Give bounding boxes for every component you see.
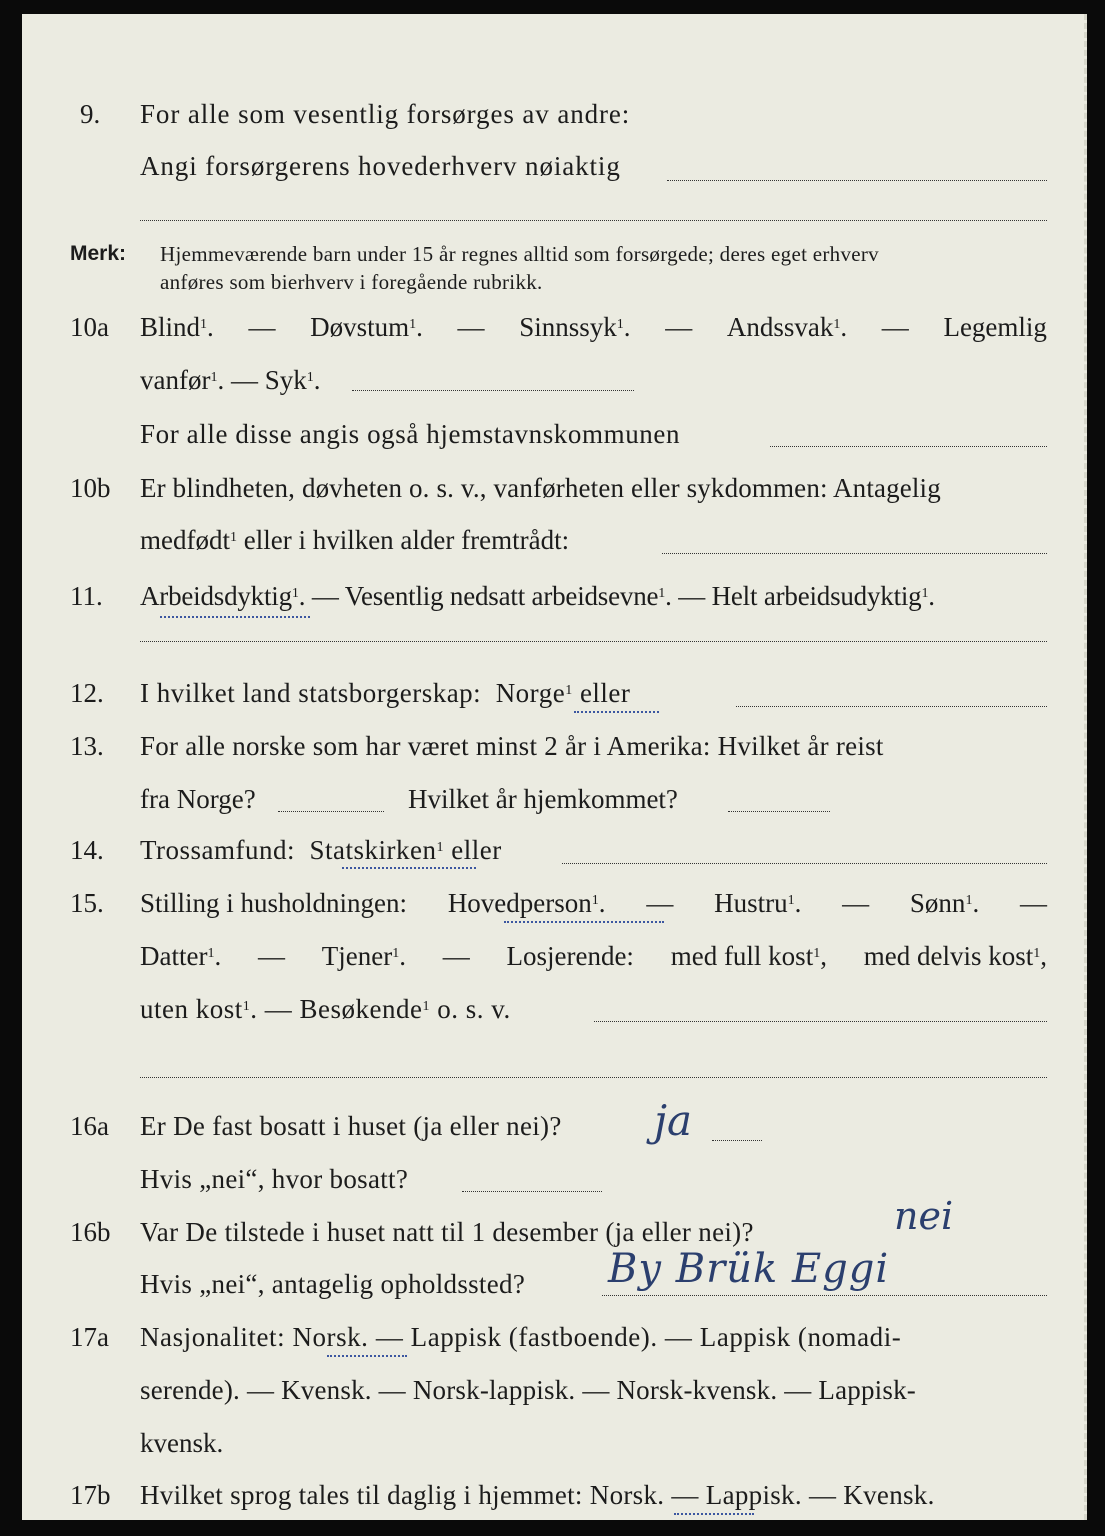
- q12-selection-underline: [574, 711, 659, 713]
- q13-number: 13.: [70, 731, 104, 761]
- q11-answer-line[interactable]: [140, 641, 1047, 642]
- q16b-location-line[interactable]: [602, 1295, 1047, 1296]
- q10a-opt-syk[interactable]: Syk$^1$.: [264, 365, 321, 395]
- q17a-number: 17a: [70, 1322, 109, 1352]
- q11-line1: Arbeidsdyktig$^1$. — Vesentlig nedsatt arbeidsevne$^1$. — Helt arbeidsudyktig$^1$.: [140, 581, 935, 611]
- census-form-page: [22, 14, 1087, 1520]
- q15-line2: Datter$^1$. — Tjener$^1$. — Losjerende: med full kost$^1$, med delvis kost$^1$,: [140, 941, 1047, 971]
- q16a-number: 16a: [70, 1111, 109, 1141]
- q13-line1: For alle norske som har været minst 2 år i Amerika: Hvilket år reist: [140, 731, 884, 761]
- q10a-line2: vanfør$^1$. — Syk$^1$.: [140, 365, 321, 395]
- q16a-answer-line[interactable]: [712, 1140, 762, 1141]
- q16b-handwritten-answer[interactable]: nei: [894, 1194, 954, 1238]
- q17b-selection-underline: [674, 1513, 754, 1515]
- q15-selection-underline: [504, 921, 664, 923]
- q16b-handwritten-location[interactable]: By Brük Eggi: [608, 1246, 890, 1292]
- q17a-selection-underline: [327, 1355, 407, 1357]
- q10a-opt-vanfor[interactable]: vanfør$^1$.: [140, 365, 225, 395]
- q10a-line1: Blind$^1$. — Døvstum$^1$. — Sinnssyk$^1$. — Andssvak$^1$. — Legemlig: [140, 312, 1047, 342]
- q15-opt-hustru[interactable]: Hustru$^1$.: [714, 888, 802, 918]
- q15-number: 15.: [70, 888, 104, 918]
- q17a-opt-norsk[interactable]: Norsk.: [292, 1322, 369, 1352]
- q11-opt-arbeidsdyktig[interactable]: Arbeidsdyktig$^1$.: [140, 581, 306, 611]
- q10b-number: 10b: [70, 473, 111, 503]
- q17a-line1: Nasjonalitet: Norsk. — Lappisk (fastboende). — Lappisk (nomadi-: [140, 1322, 902, 1352]
- q10a-kommune-line[interactable]: [770, 446, 1047, 447]
- q9-answer-line-2[interactable]: [140, 220, 1047, 221]
- q16a-residence-line[interactable]: [462, 1191, 602, 1192]
- q15-opt-full-kost[interactable]: med full kost$^1$,: [670, 941, 827, 971]
- q12-number: 12.: [70, 678, 104, 708]
- q12-opt-norge[interactable]: Norge$^1$: [495, 678, 573, 708]
- q17b-number: 17b: [70, 1480, 111, 1510]
- merk-line2: anføres som bierhverv i foregående rubrikk.: [160, 270, 543, 294]
- merk-line1: Hjemmeværende barn under 15 år regnes alltid som forsørgede; deres eget erhverv: [160, 242, 879, 266]
- q14-answer-line[interactable]: [562, 863, 1047, 864]
- q11-selection-underline: [160, 616, 310, 618]
- q17b-line1: Hvilket sprog tales til daglig i hjemmet: Norsk. — Lappisk. — Kvensk.: [140, 1480, 935, 1510]
- q13-line2a: fra Norge?: [140, 784, 256, 814]
- q11-opt-nedsatt[interactable]: Vesentlig nedsatt arbeidsevne$^1$.: [344, 581, 672, 611]
- q17b-opt-norsk[interactable]: Norsk.: [589, 1480, 665, 1510]
- q10a-opt-dovstum[interactable]: Døvstum$^1$.: [310, 312, 423, 342]
- q15-answer-line[interactable]: [594, 1021, 1047, 1022]
- q10a-number: 10a: [70, 312, 109, 342]
- q13-year-left-line[interactable]: [278, 811, 384, 812]
- q10b-line2: medfødt$^1$ eller i hvilken alder fremtrådt:: [140, 525, 570, 555]
- q13-year-returned-line[interactable]: [728, 811, 830, 812]
- q15-opt-hovedperson[interactable]: Hovedperson$^1$.: [447, 888, 606, 918]
- q16a-handwritten-answer[interactable]: ja: [654, 1096, 693, 1145]
- q15-opt-datter[interactable]: Datter$^1$.: [140, 941, 222, 971]
- q12-line1: I hvilket land statsborgerskap: Norge$^1$ eller: [140, 678, 631, 708]
- q11-number: 11.: [70, 581, 103, 611]
- q10b-answer-line[interactable]: [662, 553, 1047, 554]
- q15-opt-tjener[interactable]: Tjener$^1$.: [321, 941, 406, 971]
- q15-opt-uten-kost[interactable]: uten kost$^1$.: [140, 994, 258, 1024]
- q14-number: 14.: [70, 835, 104, 865]
- q10b-line1: Er blindheten, døvheten o. s. v., vanførheten eller sykdommen: Antagelig: [140, 473, 941, 503]
- q10a-answer-line[interactable]: [352, 390, 634, 391]
- q15-opt-sonn[interactable]: Sønn$^1$.: [909, 888, 980, 918]
- q10a-line3: For alle disse angis også hjemstavnskommunen: [140, 419, 681, 449]
- q16b-number: 16b: [70, 1217, 111, 1247]
- q15-opt-besokende[interactable]: Besøkende$^1$: [299, 994, 430, 1024]
- q12-answer-line[interactable]: [736, 706, 1047, 707]
- q15-line3: uten kost$^1$. — Besøkende$^1$ o. s. v.: [140, 994, 511, 1024]
- q11-opt-udyktig[interactable]: Helt arbeidsudyktig$^1$.: [711, 581, 935, 611]
- q15-opt-delvis-kost[interactable]: med delvis kost$^1$,: [863, 941, 1047, 971]
- q15-line1: Stilling i husholdningen: Hovedperson$^1$. — Hustru$^1$. — Sønn$^1$. —: [140, 888, 1047, 918]
- q9-line1: For alle som vesentlig forsørges av andre:: [140, 99, 631, 129]
- q17a-line2: serende). — Kvensk. — Norsk-lappisk. — Norsk-kvensk. — Lappisk-: [140, 1375, 916, 1405]
- q14-selection-underline: [342, 867, 476, 869]
- q9-number: 9.: [80, 99, 101, 129]
- q16a-line2: Hvis „nei“, hvor bosatt?: [140, 1164, 409, 1194]
- merk-label: Merk:: [70, 242, 127, 265]
- q10a-opt-sinnssyk[interactable]: Sinnssyk$^1$.: [519, 312, 631, 342]
- q16b-line2: Hvis „nei“, antagelig opholdssted?: [140, 1269, 526, 1299]
- q9-line2: Angi forsørgerens hovederhverv nøiaktig: [140, 151, 621, 181]
- q15-answer-line-2[interactable]: [140, 1077, 1047, 1078]
- q9-answer-line[interactable]: [667, 180, 1047, 181]
- q10a-opt-blind[interactable]: Blind$^1$.: [140, 312, 214, 342]
- q13-line2b: Hvilket år hjemkommet?: [408, 784, 678, 814]
- q14-line1: Trossamfund: Statskirken$^1$ eller: [140, 835, 502, 865]
- q17a-line3: kvensk.: [140, 1428, 224, 1458]
- q14-opt-statskirken[interactable]: Statskirken$^1$: [309, 835, 445, 865]
- q10a-opt-legemlig[interactable]: Legemlig: [943, 312, 1047, 342]
- q16a-line1: Er De fast bosatt i huset (ja eller nei)?: [140, 1111, 562, 1141]
- q16b-line1: Var De tilstede i huset natt til 1 desember (ja eller nei)?: [140, 1217, 754, 1247]
- q10a-opt-andssvak[interactable]: Andssvak$^1$.: [726, 312, 848, 342]
